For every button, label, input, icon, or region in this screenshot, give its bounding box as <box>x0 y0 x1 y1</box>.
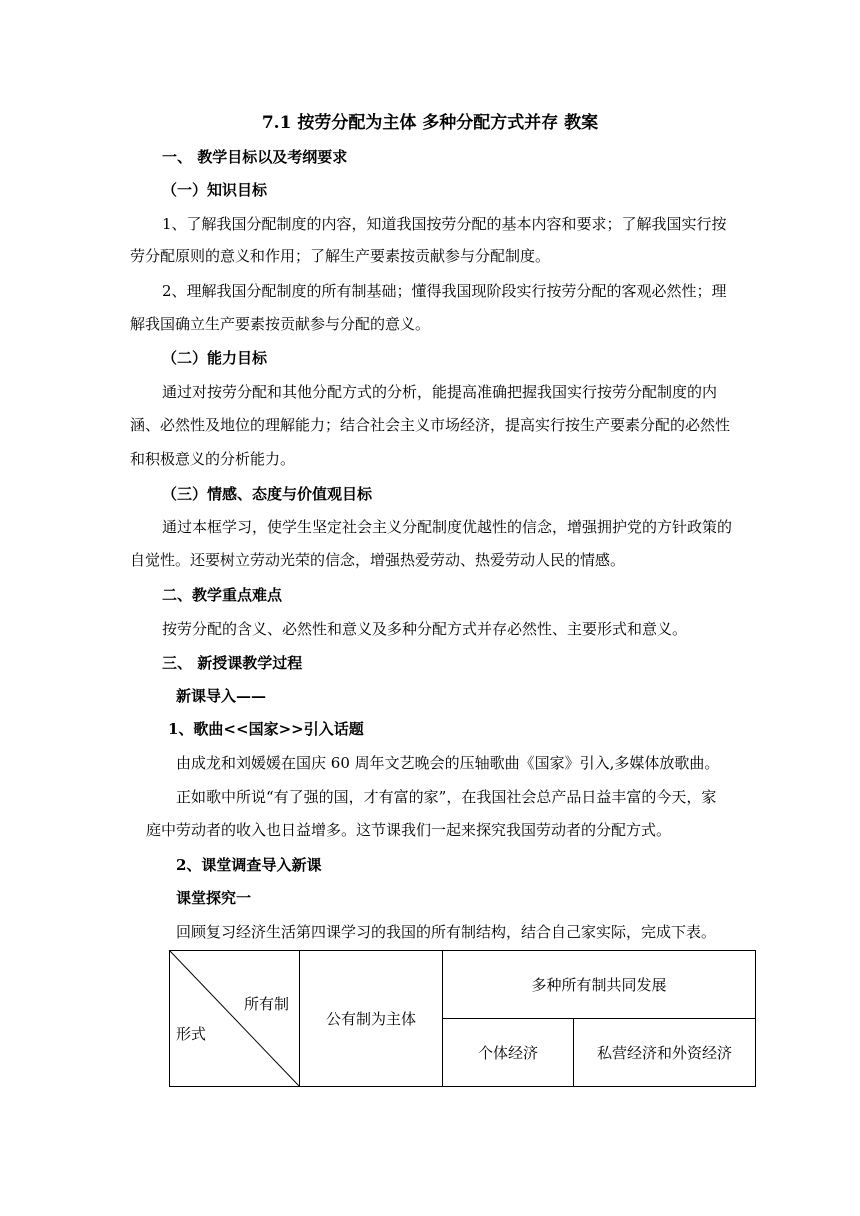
paragraph-line: 由成龙和刘媛媛在国庆 60 周年文艺晚会的压轴歌曲《国家》引入,多媒体放歌曲。 <box>176 754 720 772</box>
paragraph-line: 和积极意义的分析能力。 <box>130 450 296 468</box>
paragraph-line: 通过对按劳分配和其他分配方式的分析，能提高准确把握我国实行按劳分配制度的内 <box>162 383 718 401</box>
ownership-table <box>169 950 756 1087</box>
paragraph-line: 1、了解我国分配制度的内容，知道我国按劳分配的基本内容和要求；了解我国实行按 <box>162 215 727 233</box>
song-intro-heading: 1、歌曲<<国家>>引入话题 <box>168 720 364 738</box>
section-3-heading: 三、 新授课教学过程 <box>162 654 303 672</box>
corner-header-form: 形式 <box>176 1025 207 1043</box>
private-foreign-economy-cell: 私营经济和外资经济 <box>574 1019 756 1087</box>
knowledge-goal-heading: （一）知识目标 <box>162 181 268 199</box>
lesson-intro-heading: 新课导入—— <box>176 687 267 705</box>
individual-economy-cell: 个体经济 <box>443 1019 574 1087</box>
public-ownership-cell: 公有制为主体 <box>300 951 443 1087</box>
page-title: 7.1 按劳分配为主体 多种分配方式并存 教案 <box>261 113 599 133</box>
paragraph-line: 正如歌中所说“有了强的国，才有富的家”，在我国社会总产品日益丰富的今天，家 <box>176 788 717 806</box>
emotion-goal-heading: （三）情感、态度与价值观目标 <box>162 485 373 503</box>
survey-intro-heading: 2、课堂调查导入新课 <box>176 856 322 874</box>
section-2-heading: 二、教学重点难点 <box>162 586 283 604</box>
ability-goal-heading: （二）能力目标 <box>162 349 268 367</box>
multi-ownership-cell: 多种所有制共同发展 <box>443 951 756 1019</box>
paragraph-line: 自觉性。还要树立劳动光荣的信念，增强热爱劳动、热爱劳动人民的情感。 <box>130 551 626 569</box>
paragraph-line: 庭中劳动者的收入也日益增多。这节课我们一起来探究我国劳动者的分配方式。 <box>146 821 672 839</box>
section-1-heading: 一、 教学目标以及考纲要求 <box>162 148 348 166</box>
paragraph-line: 解我国确立生产要素按贡献参与分配的意义。 <box>130 315 431 333</box>
paragraph-line: 通过本框学习，使学生坚定社会主义分配制度优越性的信念，增强拥护党的方针政策的 <box>162 518 733 536</box>
corner-header-ownership: 所有制 <box>243 995 289 1013</box>
explore-heading: 课堂探究一 <box>176 889 252 907</box>
paragraph-line: 按劳分配的含义、必然性和意义及多种分配方式并存必然性、主要形式和意义。 <box>162 620 688 638</box>
paragraph-line: 劳分配原则的意义和作用；了解生产要素按贡献参与分配制度。 <box>130 247 551 265</box>
paragraph-line: 2、理解我国分配制度的所有制基础；懂得我国现阶段实行按劳分配的客观必然性；理 <box>162 282 727 300</box>
table-corner-cell <box>170 951 300 1087</box>
diagonal-line <box>170 951 299 1086</box>
paragraph-line: 回顾复习经济生活第四课学习的我国的所有制结构，结合自己家实际，完成下表。 <box>176 923 717 941</box>
paragraph-line: 涵、必然性及地位的理解能力；结合社会主义市场经济，提高实行按生产要素分配的必然性 <box>130 416 731 434</box>
